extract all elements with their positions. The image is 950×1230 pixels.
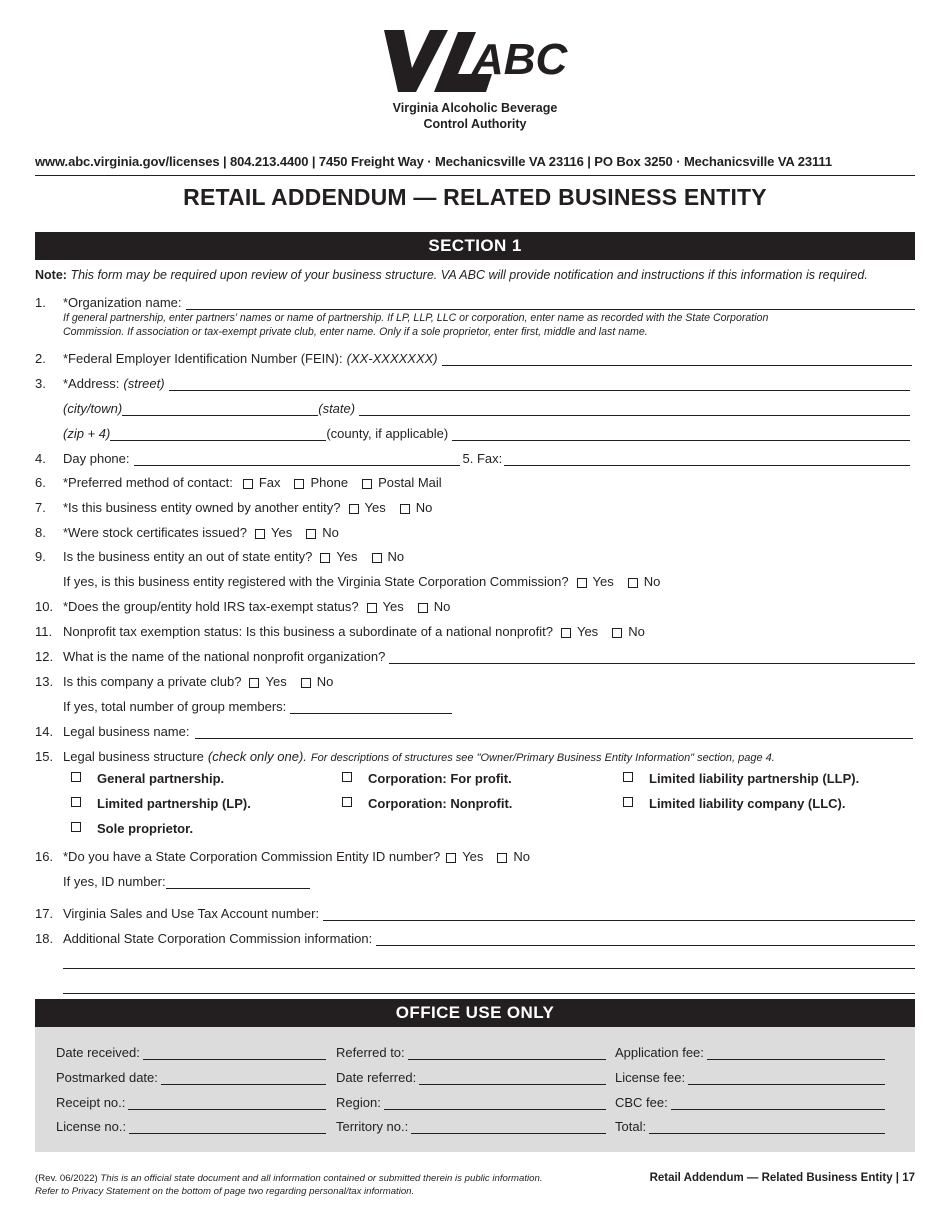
national-nonprofit-input[interactable] [389,650,915,664]
field-number: 9. [35,549,46,564]
field-owned-by-entity [35,497,915,515]
field-label: Additional State Corporation Commission information: [63,931,373,946]
state-label: (state) [318,401,356,416]
field-label: *Address: [63,376,120,391]
office-label: Receipt no.: [56,1095,126,1110]
office-application-fee [615,1042,885,1060]
street-input[interactable] [169,377,910,391]
fein-input[interactable] [442,352,912,366]
checkbox-no[interactable] [306,529,316,539]
checkbox-yes[interactable] [446,853,456,863]
svg-text:ABC: ABC [472,35,568,84]
option-corp-for-profit [342,771,512,786]
option-sole-proprietor [71,821,193,836]
no-label: No [415,500,433,515]
no-label: No [387,549,405,564]
field-address-zip-county [35,423,915,441]
option-lp [71,796,251,811]
option-corp-nonprofit [342,796,512,811]
fax-input[interactable] [504,452,910,466]
field-label: What is the name of the national nonprofit organization? [63,649,386,664]
field-label: If yes, is this business entity registered with the Virginia State Corporation Commission? [63,574,569,589]
field-nonprofit-subordinate [35,621,915,639]
office-label: Referred to: [336,1045,405,1060]
office-input[interactable] [671,1096,885,1110]
section-1-header: SECTION 1 [35,232,915,260]
office-use-header: OFFICE USE ONLY [35,999,915,1027]
checkbox-no[interactable] [497,853,507,863]
field-number: 10. [35,599,54,614]
option-general-partnership [71,771,224,786]
check-one-hint: (check only one). [207,749,307,764]
public-info-notice: This is an official state document and all information contained or submitted therein is public information. [100,1173,543,1184]
field-label: Nonprofit tax exemption status: Is this business a subordinate of a national nonprofit? [63,624,553,639]
field-label: Virginia Sales and Use Tax Account number: [63,906,320,921]
agency-name [0,100,950,132]
option-label: General partnership. [97,771,225,786]
id-number-input[interactable] [166,875,310,889]
page-footer-title: Retail Addendum — Related Business Entity | 17 [649,1172,915,1184]
checkbox-phone[interactable] [294,479,304,489]
office-postmarked-date [56,1067,326,1085]
checkbox-general-partnership[interactable] [71,772,81,782]
group-members-input[interactable] [290,700,452,714]
organization-name-help: If general partnership, enter partners' names or name of partnership. If LP, LLP, LLC or corporation, enter name as recorded with the State Corporation Commission. If association or tax-exempt private club, enter name. Only if a sole proprietor, enter first, middle and last name. [63,312,769,338]
yes-label: Yes [364,500,386,515]
office-total [615,1116,885,1134]
no-label: No [322,525,339,540]
office-input[interactable] [707,1046,885,1060]
no-label: No [628,624,645,639]
field-legal-structure [35,746,915,764]
field-organization-name [35,292,915,310]
city-label: (city/town) [63,401,123,416]
checkbox-no[interactable] [372,553,382,563]
field-number: 2. [35,351,46,366]
checkbox-no[interactable] [612,628,622,638]
office-label: Region: [336,1095,381,1110]
checkbox-yes[interactable] [249,678,259,688]
office-receipt-no [56,1092,326,1110]
checkbox-no[interactable] [400,504,410,514]
field-group-members [35,696,915,714]
field-label: Is this company a private club? [63,674,242,689]
note [35,268,868,282]
option-label: Corporation: For profit. [368,771,512,786]
office-label: License fee: [615,1070,686,1085]
field-private-club [35,671,915,689]
office-label: Total: [615,1119,647,1134]
privacy-notice: Refer to Privacy Statement on the bottom of page two regarding personal/tax information. [35,1186,415,1197]
field-address-street [35,373,915,391]
organization-name-input[interactable] [186,296,915,310]
field-number: 12. [35,649,54,664]
additional-info-line-3[interactable] [63,993,915,994]
checkbox-yes[interactable] [561,628,571,638]
office-input[interactable] [408,1046,606,1060]
header-divider [35,175,915,176]
county-input[interactable] [452,427,910,441]
field-scc-entity-id [35,846,915,864]
option-llc [623,796,845,811]
office-territory-no [336,1116,606,1134]
field-additional-scc-info [35,928,915,946]
checkbox-fax[interactable] [243,479,253,489]
va-abc-logo [382,28,568,94]
yes-label: Yes [462,849,484,864]
checkbox-yes[interactable] [349,504,359,514]
revision-date: (Rev. 06/2022) [35,1173,98,1184]
checkbox-yes[interactable] [577,578,587,588]
field-label: *Does the group/entity hold IRS tax-exempt status? [63,599,359,614]
day-phone-label: Day phone: [63,451,130,466]
field-label: Legal business structure [63,749,204,764]
no-label: No [316,674,334,689]
field-phone-fax [35,448,915,466]
option-label: Limited liability company (LLC). [649,796,846,811]
no-label: No [433,599,451,614]
field-label: If yes, ID number: [63,874,166,889]
office-input[interactable] [649,1120,885,1134]
option-label: Corporation: Nonprofit. [368,796,513,811]
office-date-received [56,1042,326,1060]
field-number: 7. [35,500,46,515]
field-number: 15. [35,749,54,764]
zip-label: (zip + 4) [63,426,111,441]
option-label: Postal Mail [378,475,442,490]
checkbox-yes[interactable] [255,529,265,539]
field-number: 17. [35,906,54,921]
field-number: 14. [35,724,54,739]
office-label: Postmarked date: [56,1070,158,1085]
office-input[interactable] [128,1096,326,1110]
checkbox-sole-proprietor[interactable] [71,822,81,832]
street-label: (street) [123,376,165,391]
field-stock-certificates [35,522,915,540]
field-address-city-state [35,398,915,416]
office-label: CBC fee: [615,1095,668,1110]
option-label: Limited liability partnership (LLP). [649,771,860,786]
option-label: Sole proprietor. [97,821,194,836]
office-label: Application fee: [615,1045,704,1060]
footer-notice [35,1172,543,1198]
yes-label: Yes [336,549,358,564]
office-input[interactable] [143,1046,326,1060]
checkbox-no[interactable] [418,603,428,613]
office-label: Territory no.: [336,1119,409,1134]
office-input[interactable] [129,1120,326,1134]
zip-input[interactable] [110,427,326,441]
county-label: (county, if applicable) [326,426,449,441]
field-label: *Organization name: [63,295,182,310]
fax-label: 5. Fax: [462,451,503,466]
legal-business-name-input[interactable] [195,725,913,739]
office-input[interactable] [161,1071,326,1085]
office-input[interactable] [411,1120,606,1134]
field-label: Legal business name: [63,724,190,739]
structure-reference: For descriptions of structures see "Owner/Primary Business Entity Information" section, page 4. [310,752,775,764]
field-sales-tax-account [35,903,915,921]
field-out-of-state [35,546,915,564]
field-number: 6. [35,475,46,490]
form-title: RETAIL ADDENDUM — RELATED BUSINESS ENTITY [183,184,767,210]
field-id-number [35,871,915,889]
agency-name-line1: Virginia Alcoholic Beverage [392,101,558,115]
office-input[interactable] [688,1071,885,1085]
checkbox-llc[interactable] [623,797,633,807]
field-label: *Were stock certificates issued? [63,525,247,540]
checkbox-no[interactable] [301,678,311,688]
option-label: Limited partnership (LP). [97,796,251,811]
field-legal-business-name [35,721,915,739]
field-fein [35,348,915,366]
checkbox-no[interactable] [628,578,638,588]
field-contact-method [35,472,915,490]
contact-line: www.abc.virginia.gov/licenses | 804.213.4400 | 7450 Freight Way · Mechanicsville VA 23116 | PO Box 3250 · Mechanicsville VA 23111 [35,154,832,169]
checkbox-yes[interactable] [320,553,330,563]
sales-tax-account-input[interactable] [323,907,915,921]
office-input[interactable] [384,1096,606,1110]
field-number: 3. [35,376,46,391]
field-label: If yes, total number of group members: [63,699,287,714]
city-input[interactable] [122,402,318,416]
office-license-no [56,1116,326,1134]
field-number: 16. [35,849,54,864]
office-referred-to [336,1042,606,1060]
office-input[interactable] [419,1071,606,1085]
option-label: Fax [258,475,281,490]
note-text: This form may be required upon review of your business structure. VA ABC will provide notification and instructions if this information is required. [70,268,868,282]
field-number: 8. [35,525,46,540]
field-label: *Do you have a State Corporation Commission Entity ID number? [63,849,441,864]
fein-format-hint: (XX-XXXXXXX) [346,351,438,366]
office-license-fee [615,1067,885,1085]
field-label: *Federal Employer Identification Number (FEIN): [63,351,343,366]
yes-label: Yes [382,599,404,614]
office-label: License no.: [56,1119,127,1134]
yes-label: Yes [271,525,293,540]
note-label: Note: [35,268,67,282]
field-scc-registered [35,571,915,589]
office-date-referred [336,1067,606,1085]
checkbox-llp[interactable] [623,772,633,782]
yes-label: Yes [265,674,287,689]
checkbox-postal-mail[interactable] [362,479,372,489]
option-llp [623,771,859,786]
additional-info-input[interactable] [376,932,915,946]
checkbox-yes[interactable] [367,603,377,613]
field-number: 1. [35,295,46,310]
field-tax-exempt [35,596,915,614]
field-label: *Preferred method of contact: [63,475,233,490]
office-region [336,1092,606,1110]
no-label: No [513,849,531,864]
field-label: *Is this business entity owned by another entity? [63,500,341,515]
office-label: Date referred: [336,1070,417,1085]
option-label: Phone [310,475,349,490]
checkbox-corp-for-profit[interactable] [342,772,352,782]
field-number: 11. [35,624,53,639]
office-use-panel [35,1027,915,1152]
additional-info-line-2[interactable] [63,968,915,969]
checkbox-lp[interactable] [71,797,81,807]
yes-label: Yes [576,624,599,639]
field-label: Is the business entity an out of state entity? [63,549,313,564]
no-label: No [643,574,661,589]
day-phone-input[interactable] [134,452,460,466]
field-number: 13. [35,674,54,689]
checkbox-corp-nonprofit[interactable] [342,797,352,807]
field-number: 18. [35,931,54,946]
yes-label: Yes [592,574,614,589]
field-national-nonprofit-name [35,646,915,664]
agency-name-line2: Control Authority [423,117,527,131]
office-cbc-fee [615,1092,885,1110]
state-input[interactable] [359,402,910,416]
field-number: 4. [35,451,46,466]
office-label: Date received: [56,1045,140,1060]
